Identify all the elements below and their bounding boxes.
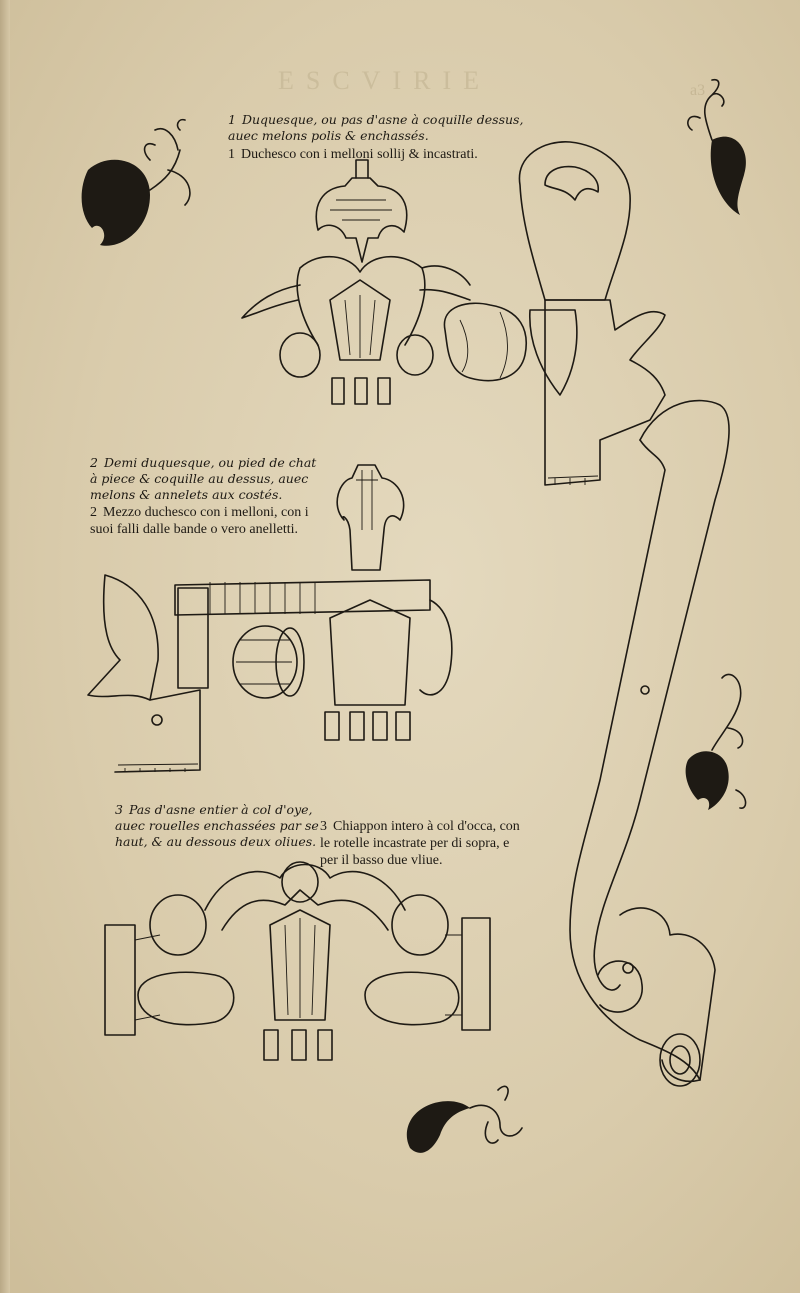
bleed-through-heading: ESCVIRIE [278,66,491,95]
leaf-ornament-top-left [82,120,190,246]
caption-1-italian: 1 Duchesco con i melloni sollij & incastrati. [228,147,478,162]
caption-2-french: 2 Demi duquesque, ou pied de chat à piece & coquille au dessus, auec melons & annelets aux costés. [90,455,317,502]
caption-3-french: 3 Pas d'asne entier à col d'oye, auec rouelles enchassées par se haut, & au dessous deux oliues. [115,802,319,849]
leaf-ornament-bottom [407,1086,522,1152]
bit-pas-d-asne-entier [105,862,490,1060]
bleed-through-folio: a3 [690,82,706,99]
bit-demi-duquesque [88,465,452,772]
curb-cheek-branch [519,142,729,1086]
caption-3-italian: 3 Chiappon intero à col d'occa, con le rotelle incastrate per di sopra, e per il basso due vliue. [320,819,520,868]
caption-1-french: 1 Duquesque, ou pas d'asne à coquille dessus, auec melons polis & enchassés. [228,112,524,143]
bit-duquesque [242,160,526,404]
leaf-ornament-top-right [688,80,746,215]
leaf-ornament-mid-right [686,674,746,810]
caption-2-italian: 2 Mezzo duchesco con i melloni, con i suoi falli dalle bande o vero anelletti. [90,505,309,537]
